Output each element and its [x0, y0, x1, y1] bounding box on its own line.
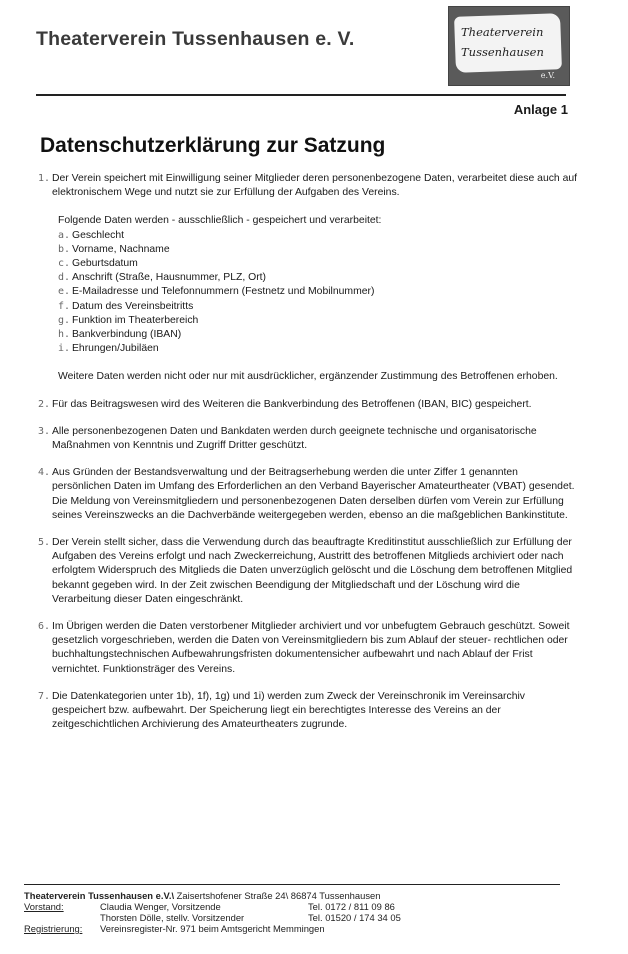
logo-text-line2: Tussenhausen — [461, 45, 544, 59]
additional-data-note: Weitere Daten werden nicht oder nur mit ausdrücklicher, ergänzender Zustimmung des Betroffenen erhoben. — [58, 371, 558, 383]
footer-org-name: Theaterverein Tussenhausen e.V.\ — [24, 890, 175, 901]
clause-number: 4. — [38, 467, 51, 479]
clause-text: Für das Beitragswesen wird des Weiteren die Bankverbindung des Betroffenen (IBAN, BIC) gespeichert. — [52, 398, 532, 410]
anlage-label: Anlage 1 — [513, 102, 568, 117]
clause-5 — [38, 536, 578, 607]
document-title: Datenschutzerklärung zur Satzung — [40, 134, 386, 157]
org-title: Theaterverein Tussenhausen e. V. — [36, 28, 355, 50]
clause-4 — [38, 466, 578, 523]
footer-address-row — [24, 890, 584, 901]
vorstand-1-phone: Tel. 0172 / 811 09 86 — [308, 901, 395, 912]
list-letter: d. — [58, 272, 71, 284]
vorstand-2-name: Thorsten Dölle, stellv. Vorsitzender — [100, 912, 245, 923]
list-item-text: Ehrungen/Jubiläen — [72, 343, 159, 355]
list-item — [58, 257, 578, 271]
list-item — [58, 229, 578, 243]
list-letter: b. — [58, 243, 71, 255]
document-body — [38, 172, 578, 746]
vorstand-2-phone: Tel. 01520 / 174 34 05 — [308, 912, 401, 923]
data-list-intro: Folgende Daten werden - ausschließlich - gespeichert und verarbeitet: — [58, 215, 382, 227]
list-item-text: Geschlecht — [72, 229, 124, 241]
list-item-text: Geburtsdatum — [72, 258, 138, 270]
vorstand-label: Vorstand: — [24, 901, 64, 912]
theaterverein-logo — [448, 6, 570, 86]
vorstand-1-name: Claudia Wenger, Vorsitzende — [100, 901, 221, 912]
clause-number: 2. — [38, 398, 51, 410]
registrierung-label: Registrierung: — [24, 923, 83, 934]
clause-2 — [38, 398, 578, 412]
list-item-text: Anschrift (Straße, Hausnummer, PLZ, Ort) — [72, 272, 267, 284]
list-item-text: E-Mailadresse und Telefonnummern (Festnetz und Mobilnummer) — [72, 286, 375, 298]
logo-text-ev: e.V. — [540, 71, 555, 80]
list-letter: e. — [58, 286, 71, 298]
footer-vorstand-row-2 — [24, 912, 584, 923]
clause-1 — [38, 172, 578, 385]
clause-3 — [38, 425, 578, 453]
clause-number: 1. — [38, 173, 51, 184]
list-item — [58, 328, 578, 342]
clause-text: Im Übrigen werden die Daten verstorbener Mitglieder archiviert und vor unbefugtem Gebrauch geschützt. Soweit gesetzlich vorgeschrieben, werden die Daten von Vereinsmitgliedern bis zum Ablauf der steuer- rechtlichen oder buchhaltungstechnischen Aufbewahrungsfristen dokumentensicher aufbewahrt und nach Ablauf der Frist vernichtet. Funktionsträger des Vereins. — [52, 621, 570, 675]
list-item — [58, 300, 578, 314]
list-letter: h. — [58, 329, 71, 341]
footer-divider — [24, 884, 560, 885]
list-letter: c. — [58, 258, 71, 270]
clause-6 — [38, 620, 578, 677]
footer-vorstand-row-1 — [24, 901, 584, 912]
list-item — [58, 271, 578, 285]
clause-number: 7. — [38, 690, 51, 702]
clause-text: Aus Gründen der Bestandsverwaltung und der Beitragserhebung werden die unter Ziffer 1 genannten persönlichen Daten im Umfang des Erforderlichen an den Verband Bayerischer Amateurtheater (VBAT) gesendet. Die Meldung von Vereinsmitgliedern und personenbezogenen Daten derselben dürfen vom Verein zur Erfüllung seines Vereinszwecks an die Dachverbände weitergegeben werden, ebenso an die maßgeblichen Bankinstitute. — [52, 467, 575, 521]
data-categories-list — [52, 229, 578, 357]
list-item — [58, 285, 578, 299]
list-letter: f. — [58, 300, 71, 312]
registrierung-text: Vereinsregister-Nr. 971 beim Amtsgericht Memmingen — [100, 923, 325, 934]
footer-address: Zaisertshofener Straße 24\ 86874 Tussenhausen — [174, 890, 381, 901]
logo-text-line1: Theaterverein — [461, 25, 544, 39]
list-letter: a. — [58, 229, 71, 241]
footer — [24, 890, 584, 934]
clause-text: Der Verein speichert mit Einwilligung seiner Mitglieder deren personenbezogene Daten, verarbeitet diese auch auf elektronischem Wege und nutzt sie zur Erfüllung der Aufgaben des Vereins. — [52, 173, 578, 199]
clause-number: 5. — [38, 537, 51, 549]
header-divider — [36, 94, 566, 96]
list-item-text: Bankverbindung (IBAN) — [72, 329, 182, 341]
list-item-text: Vorname, Nachname — [72, 243, 170, 255]
footer-registration-row — [24, 923, 584, 934]
list-letter: g. — [58, 314, 71, 326]
list-letter: i. — [58, 343, 71, 355]
list-item-text: Datum des Vereinsbeitritts — [72, 300, 194, 312]
clause-number: 3. — [38, 425, 51, 437]
list-item — [58, 243, 578, 257]
list-item — [58, 314, 578, 328]
list-item-text: Funktion im Theaterbereich — [72, 314, 199, 326]
list-item — [58, 342, 578, 356]
clause-text: Die Datenkategorien unter 1b), 1f), 1g) und 1i) werden zum Zweck der Vereinschronik im Vereinsarchiv gespeichert bzw. aufbewahrt. Der Speicherung liegt ein berechtigtes Interesse des Vereins an der zeitgeschichtlichen Archivierung des Amateurtheaters zugrunde. — [52, 690, 525, 731]
clause-text: Der Verein stellt sicher, dass die Verwendung durch das beauftragte Kreditinstitut ausschließlich zur Erfüllung der Aufgaben des Vereins erfolgt und nach Zweckerreichung, Austritt des betroffenen Mitglieds archiviert oder nach erfolgtem Widerspruch des Mitglieds die Daten unverzüglich gelöscht und die Löschung dem betroffenen Mitglied bekannt gegeben wird. In der Zeit zwischen Beendigung der Mitgliedschaft und der Löschung wird die Verarbeitung dieser Daten eingeschränkt. — [52, 537, 573, 605]
clause-number: 6. — [38, 621, 51, 633]
clause-7 — [38, 690, 578, 733]
logo-scroll-shape — [454, 13, 562, 73]
clause-text: Alle personenbezogenen Daten und Bankdaten werden durch geeignete technische und organisatorische Maßnahmen von Kenntnis und Zugriff Dritter geschützt. — [52, 425, 537, 452]
